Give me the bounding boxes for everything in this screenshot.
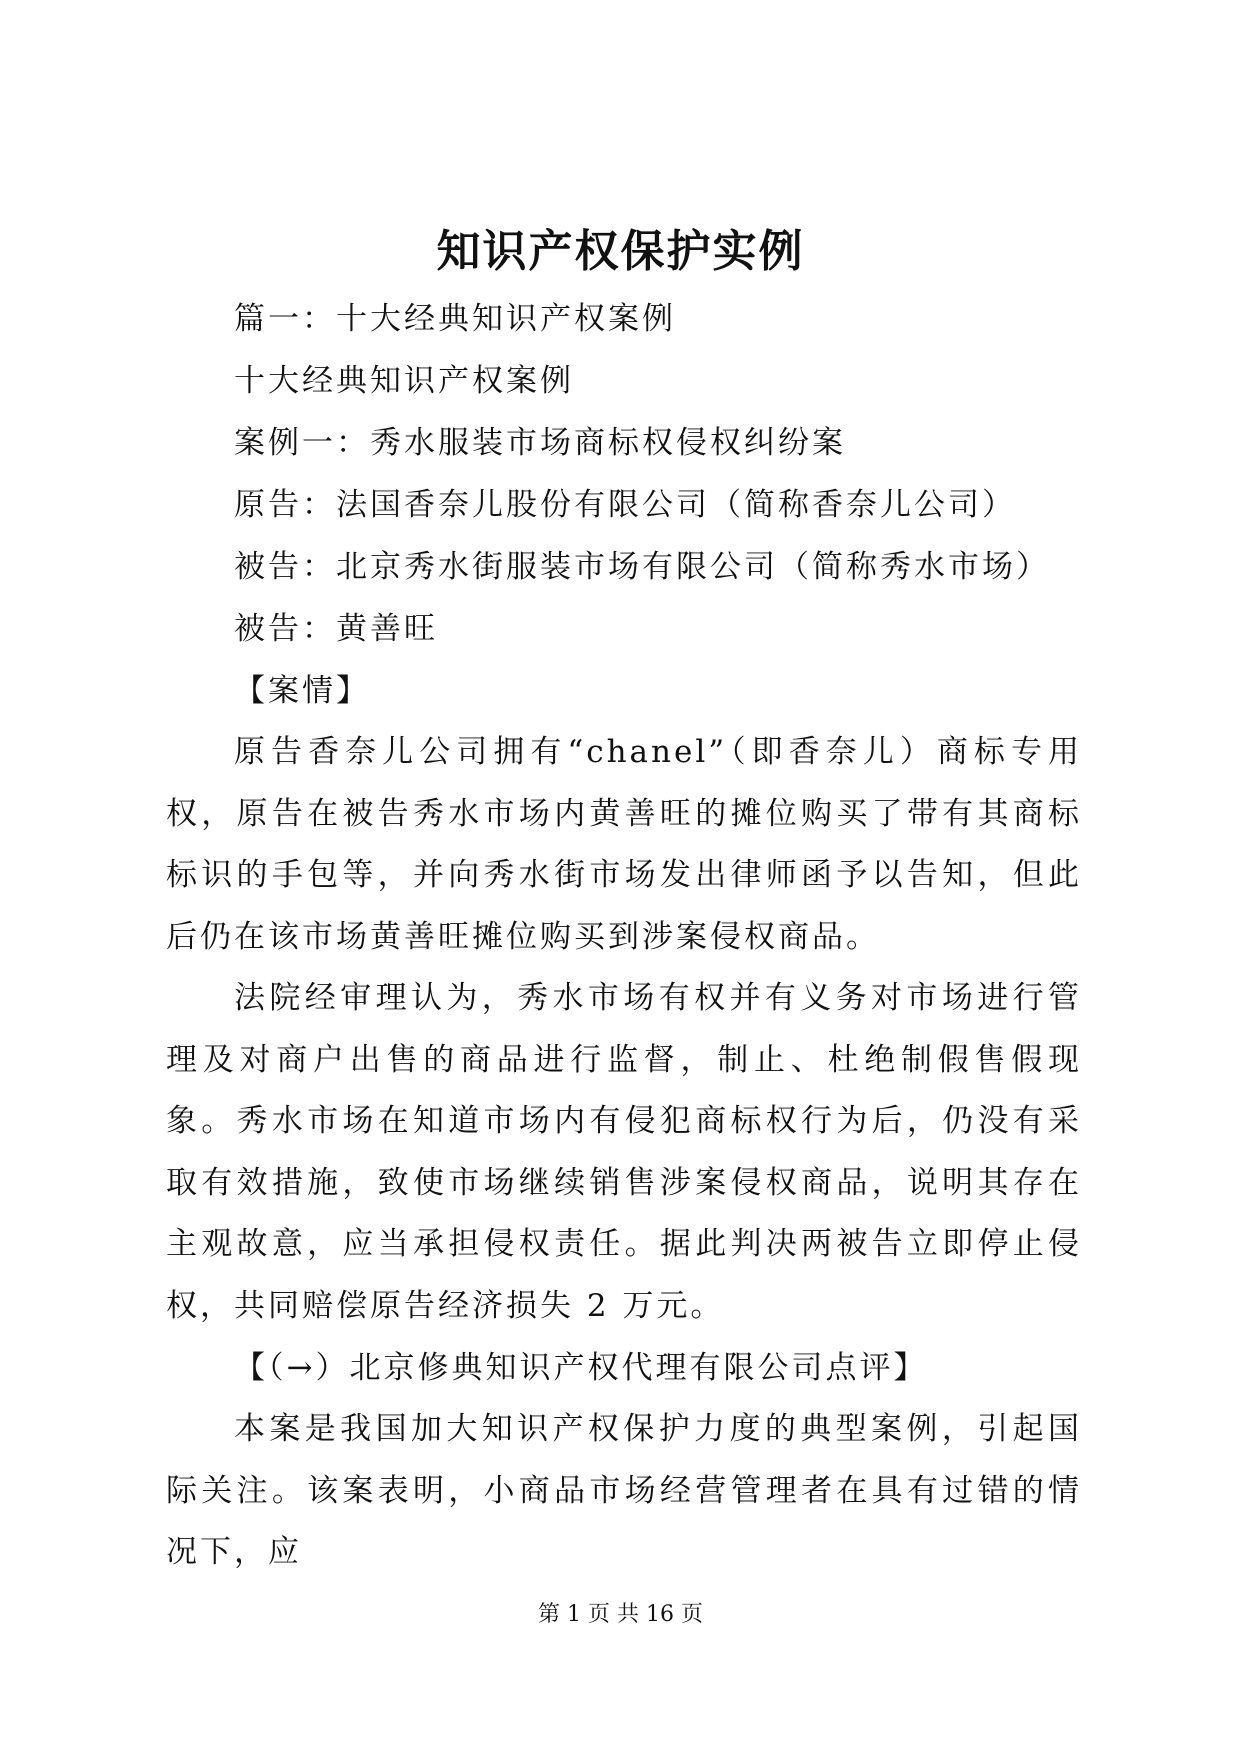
comment-paragraph: 本案是我国加大知识产权保护力度的典型案例，引起国际关注。该案表明，小商品市场经营管理者在具有过错的情况下，应 bbox=[166, 1411, 1082, 1570]
court-ruling-paragraph: 法院经审理认为，秀水市场有权并有义务对市场进行管理及对商户出售的商品进行监督，制止、杜绝制假售假现象。秀水市场在知道市场内有侵犯商标权行为后，仍没有采取有效措施，致使市场继续销售涉案侵权商品，说明其存在主观故意，应当承担侵权责任。据此判决两被告立即停止侵权，共同赔偿原告经济损失 2 万元。 bbox=[166, 980, 1082, 1324]
section-heading: 篇一：十大经典知识产权案例 bbox=[234, 301, 676, 337]
document-body bbox=[166, 288, 1082, 1584]
defendant-line: 被告：黄善旺 bbox=[234, 611, 438, 647]
document-title: 知识产权保护实例 bbox=[436, 226, 805, 277]
comment-heading: 【（→）北京修典知识产权代理有限公司点评】 bbox=[234, 1350, 928, 1386]
case-title: 案例一：秀水服装市场商标权侵权纠纷案 bbox=[234, 425, 846, 461]
case-facts-heading: 【案情】 bbox=[234, 673, 370, 709]
plaintiff-line: 原告：法国香奈儿股份有限公司（简称香奈儿公司） bbox=[234, 487, 1016, 523]
defendant-line: 被告：北京秀水街服装市场有限公司（简称秀水市场） bbox=[234, 549, 1050, 585]
page-footer: 第 1 页 共 16 页 bbox=[538, 1602, 703, 1627]
case-facts-paragraph: 原告香奈儿公司拥有“chanel”（即香奈儿）商标专用权，原告在被告秀水市场内黄善旺的摊位购买了带有其商标标识的手包等，并向秀水街市场发出律师函予以告知，但此后仍在该市场黄善旺摊位购买到涉案侵权商品。 bbox=[166, 734, 1082, 955]
subheading: 十大经典知识产权案例 bbox=[234, 363, 574, 399]
